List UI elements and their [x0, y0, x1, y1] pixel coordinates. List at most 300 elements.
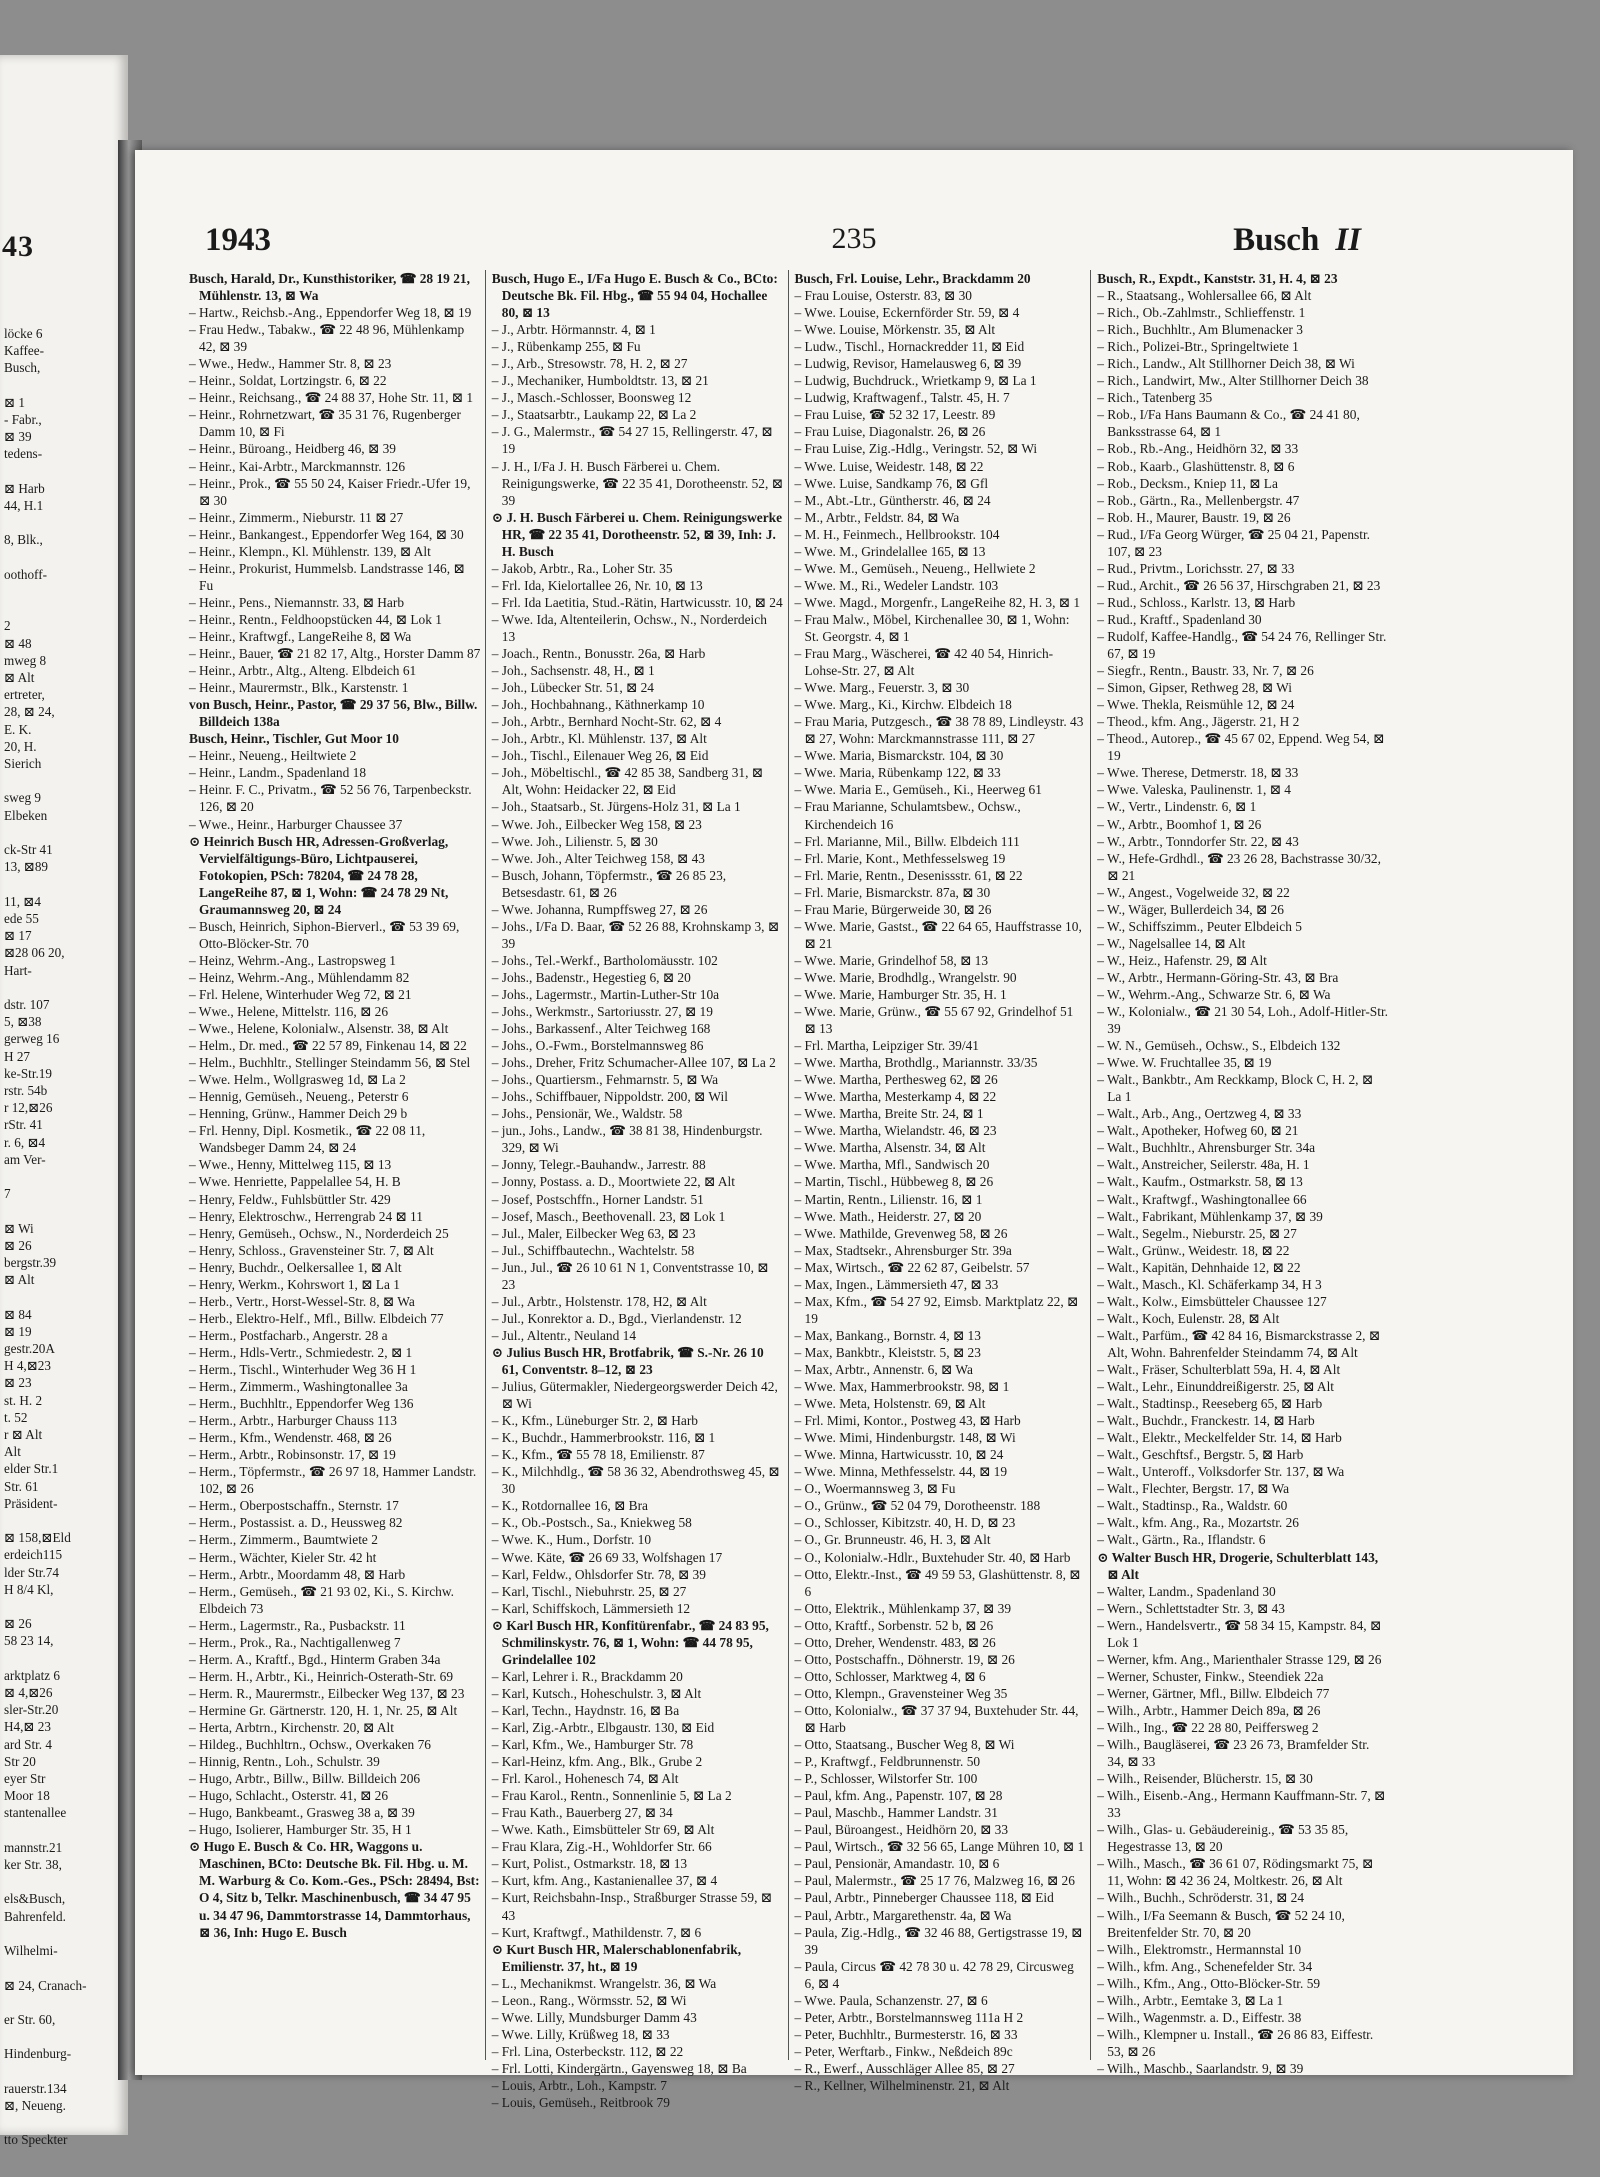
left-page-lines — [4, 325, 124, 2149]
directory-entry: – Herm., Postfacharb., Angerstr. 28 a — [189, 1327, 388, 1343]
directory-entry: – Max, Arbtr., Annenstr. 6, ⊠ Wa — [794, 1362, 973, 1377]
directory-entry: – Ludw., Tischl., Hornackredder 11, ⊠ Eid — [794, 339, 1025, 355]
left-page-line: r ⊠ Alt — [4, 1427, 43, 1442]
left-page-line: els&Busch, — [4, 1891, 66, 1907]
directory-entry: – Rich., Buchhltr., Am Blumenacker 3 — [1097, 322, 1303, 338]
directory-entry: – Peter, Buchhltr., Burmesterstr. 16, ⊠ 33 — [794, 2026, 1018, 2042]
left-page-line: ⊠ 19 — [4, 1323, 32, 1339]
directory-entry: – Wwe. Helm., Wollgrasweg 1d, ⊠ La 2 — [189, 1072, 406, 1088]
directory-entry: – Walter, Landm., Spadenland 30 — [1097, 1583, 1276, 1599]
directory-entry: ⊙ J. H. Busch Färberei u. Chem. Reinigungswerke HR, ☎ 22 35 41, Dorotheenstr. 52, ⊠ 39, Inh: J. H. Busch — [491, 509, 783, 559]
directory-entry: – Rudolf, Kaffee-Handlg., ☎ 54 24 76, Rellinger Str. 67, ⊠ 19 — [1097, 628, 1387, 662]
directory-page — [135, 150, 1573, 2111]
directory-entry: – W., Nagelsallee 14, ⊠ Alt — [1097, 935, 1246, 951]
directory-entry: – Wwe. Therese, Detmerstr. 18, ⊠ 33 — [1097, 765, 1299, 781]
left-page-line: ⊠ 26 — [4, 1237, 32, 1253]
left-page-line: ⊠ 24, Cranach- — [4, 1977, 87, 1993]
directory-entry: – Herm., Zimmerm., Washingtonallee 3a — [189, 1379, 408, 1395]
directory-entry: – P., Kraftwgf., Feldbrunnenstr. 50 — [794, 1754, 981, 1770]
directory-entry: – Wwe. Maria, Bismarckstr. 104, ⊠ 30 — [794, 748, 1004, 764]
directory-entry: – Frau Kath., Bauerberg 27, ⊠ 34 — [491, 1805, 673, 1821]
directory-entry: ⊙ Hugo E. Busch & Co. HR, Waggons u. Maschinen, BCto: Deutsche Bk. Fil. Hbg. u. M. M. Warburg & Co. Kom.-Ges., PSch: 28494, Bst: O 4, Sitz b, Telkr. Maschinenbusch, ☎ 34 47 95 u. 34 47 96, Dammtorstrasse 14, Dammtorhaus, ⊠ 36, Inh: Hugo E. Busch — [189, 1839, 480, 1940]
directory-entry: – Martin, Tischl., Hübbeweg 8, ⊠ 26 — [794, 1174, 994, 1190]
left-page-line — [4, 1925, 124, 1942]
directory-entry: – Wwe. Marie, Hamburger Str. 35, H. 1 — [794, 986, 1007, 1002]
directory-entry: – O., Gr. Brunneustr. 46, H. 3, ⊠ Alt — [794, 1532, 991, 1548]
directory-entry: – Otto, Kolonialw., ☎ 37 37 94, Buxtehuder Str. 44, ⊠ Harb — [794, 1702, 1079, 1735]
directory-entry: – Frau Marie, Bürgerweide 30, ⊠ 26 — [794, 901, 992, 917]
directory-entry: – M., Arbtr., Feldstr. 84, ⊠ Wa — [794, 509, 960, 525]
directory-entry: – Wwe. Martha, Brothdlg., Mariannstr. 33/35 — [794, 1055, 1038, 1071]
directory-entry: – W., Wäger, Bullerdeich 34, ⊠ 26 — [1097, 901, 1284, 917]
directory-entry: – Wilh., Reisender, Blücherstr. 15, ⊠ 30 — [1097, 1771, 1313, 1787]
directory-entry: – Frau Malw., Möbel, Kirchenallee 30, ⊠ 1, Wohn: St. Georgstr. 4, ⊠ 1 — [794, 611, 1070, 644]
left-page-line: Hart- — [4, 962, 32, 978]
directory-entry: – Kurt, Kraftwgf., Mathildenstr. 7, ⊠ 6 — [491, 1924, 702, 1940]
directory-entry: – Wwe. Henriette, Pappelallee 54, H. B — [189, 1174, 401, 1190]
directory-entry: – Walt., Kaufm., Ostmarkstr. 58, ⊠ 13 — [1097, 1174, 1303, 1190]
directory-entry: – Max, Stadtsekr., Ahrensburger Str. 39a — [794, 1242, 1012, 1258]
directory-entry: – W., Vertr., Lindenstr. 6, ⊠ 1 — [1097, 799, 1257, 815]
left-page-line: Präsident- — [4, 1495, 58, 1511]
directory-entry: – Wwe. Paula, Schanzenstr. 27, ⊠ 6 — [794, 1992, 988, 2008]
directory-entry: – Walt., Stadtinsp., Ra., Waldstr. 60 — [1097, 1498, 1288, 1514]
directory-entry: – Frl. Marie, Rentn., Desenissstr. 61, ⊠ 22 — [794, 867, 1023, 883]
directory-entry: – Walt., Gärtn., Ra., Iflandstr. 6 — [1097, 1532, 1266, 1548]
header-surname-text: Busch — [1233, 222, 1320, 258]
directory-entry: – Walt., Kraftwgf., Washingtonallee 66 — [1097, 1191, 1307, 1207]
directory-entry: – Rob., Gärtn., Ra., Mellenbergstr. 47 — [1097, 492, 1300, 508]
directory-entry: – Walt., Fabrikant, Mühlenkamp 37, ⊠ 39 — [1097, 1208, 1323, 1224]
left-page-line: gestr.20A — [4, 1340, 55, 1356]
directory-entry: – W., Wehrm.-Ang., Schwarze Str. 6, ⊠ Wa — [1097, 986, 1331, 1002]
left-page-line — [4, 549, 124, 566]
directory-entry: – Karl, Kfm., We., Hamburger Str. 78 — [491, 1737, 694, 1753]
directory-entry: – Otto, Dreher, Wendenstr. 483, ⊠ 26 — [794, 1634, 996, 1650]
directory-entry: – Wilh., Elektromstr., Hermannstal 10 — [1097, 1941, 1302, 1957]
left-page-line: r. 6, ⊠4 — [4, 1134, 46, 1150]
left-page-line: ker Str. 38, — [4, 1857, 62, 1873]
left-page-line: am Ver- — [4, 1151, 46, 1167]
left-page-line: ⊠ 4,⊠26 — [4, 1685, 53, 1701]
directory-entry: – Hugo, Arbtr., Billw., Billw. Billdeich 206 — [189, 1771, 421, 1787]
directory-entry: – Wwe., Helene, Kolonialw., Alsenstr. 38, ⊠ Alt — [189, 1021, 449, 1037]
page-header — [135, 150, 1573, 270]
directory-entry: – Wwe. Marie, Brodhdlg., Wrangelstr. 90 — [794, 969, 1017, 985]
directory-entry: – Wwe. Valeska, Paulinenstr. 1, ⊠ 4 — [1097, 782, 1291, 798]
directory-entry: – Joh., Tischl., Eilenauer Weg 26, ⊠ Eid — [491, 748, 709, 764]
directory-entry: – Wwe. Marg., Feuerstr. 3, ⊠ 30 — [794, 680, 970, 696]
directory-entry: – Josef, Masch., Beethovenall. 23, ⊠ Lok 1 — [491, 1208, 726, 1224]
directory-entry: – Wwe., Hedw., Hammer Str. 8, ⊠ 23 — [189, 356, 392, 372]
directory-entry: – O., Woermannsweg 3, ⊠ Fu — [794, 1481, 956, 1497]
directory-entry: – Otto, Staatsang., Buscher Weg 8, ⊠ Wi — [794, 1737, 1015, 1753]
left-page-line: bergstr.39 — [4, 1254, 57, 1270]
directory-entry: – Wilh., Wagenmstr. a. D., Eiffestr. 38 — [1097, 2009, 1302, 2025]
directory-entry: – Heinr., Prok., ☎ 55 50 24, Kaiser Friedr.-Ufer 19, ⊠ 30 — [189, 475, 471, 508]
directory-entry: – Heinr., Zimmerm., Nieburstr. 11 ⊠ 27 — [189, 509, 404, 525]
left-page-line: Str. 61 — [4, 1478, 39, 1494]
directory-entry: – L., Mechanikmst. Wrangelstr. 36, ⊠ Wa — [491, 1975, 717, 1991]
directory-entry: – Max, Wirtsch., ☎ 22 62 87, Geibelstr. 57 — [794, 1259, 1030, 1275]
directory-entry: – W., Hefe-Grdhdl., ☎ 23 26 28, Bachstrasse 30/32, ⊠ 21 — [1097, 850, 1381, 883]
directory-entry: – Wwe. Meta, Holstenstr. 69, ⊠ Alt — [794, 1396, 986, 1412]
directory-entry: – Frau Luise, ☎ 52 32 17, Leestr. 89 — [794, 407, 996, 423]
left-page-line — [4, 876, 124, 893]
left-page-line: r 12,⊠26 — [4, 1100, 53, 1116]
left-page-line: elder Str.1 — [4, 1461, 59, 1477]
directory-entry: – Wwe. Minna, Methfesselstr. 44, ⊠ 19 — [794, 1464, 1008, 1480]
directory-entry: – Frl. Marianne, Mil., Billw. Elbdeich 111 — [794, 833, 1020, 849]
directory-entry: – Louis, Arbtr., Loh., Kampstr. 7 — [491, 2077, 667, 2093]
directory-entry: – Wwe. M., Gemüseh., Neueng., Hellwiete 2 — [794, 560, 1036, 576]
directory-entry: – Walt., Bankbtr., Am Reckkamp, Block C, H. 2, ⊠ La 1 — [1097, 1072, 1374, 1105]
left-page-line — [4, 600, 124, 617]
directory-entry: – J., Staatsarbtr., Laukamp 22, ⊠ La 2 — [491, 407, 697, 423]
directory-entry: – Wwe. K., Hum., Dorfstr. 10 — [491, 1532, 652, 1548]
left-page-line: ⊠ 158,⊠Eld — [4, 1530, 71, 1546]
directory-entry: – W., Heiz., Hafenstr. 29, ⊠ Alt — [1097, 952, 1267, 968]
directory-entry: – Wilh., Baugläserei, ☎ 23 26 73, Bramfelder Str. 34, ⊠ 33 — [1097, 1737, 1370, 1770]
directory-entry: – Ludwig, Revisor, Hamelausweg 6, ⊠ 39 — [794, 356, 1022, 372]
directory-entry: – Jul., Schiffbautechn., Wachtelstr. 58 — [491, 1242, 695, 1258]
directory-entry: – Henry, Feldw., Fuhlsbüttler Str. 429 — [189, 1191, 391, 1207]
directory-entry: – Heinr., Arbtr., Altg., Alteng. Elbdeich 61 — [189, 663, 417, 679]
directory-entry: Busch, Heinr., Tischler, Gut Moor 10 — [189, 731, 399, 747]
left-page-line: rauerstr.134 — [4, 2080, 67, 2096]
directory-entry: – jun., Johs., Landw., ☎ 38 81 38, Hindenburgstr. 329, ⊠ Wi — [491, 1123, 763, 1156]
directory-entry: – Werner, Gärtner, Mfl., Billw. Elbdeich 77 — [1097, 1685, 1330, 1701]
header-surname — [1233, 222, 1361, 259]
directory-entry: – J. H., I/Fa J. H. Busch Färberei u. Chem. Reinigungswerke, ☎ 22 35 41, Dorotheenstr. 52, ⊠ 39 — [491, 458, 783, 508]
directory-entry: – Wwe. Maria E., Gemüseh., Ki., Heerweg 61 — [794, 782, 1042, 798]
left-page-line: Sierich — [4, 756, 42, 772]
directory-entry: – W., Arbtr., Hermann-Göring-Str. 43, ⊠ Bra — [1097, 969, 1339, 985]
directory-entry: – Walt., Unteroff., Volksdorfer Str. 137, ⊠ Wa — [1097, 1464, 1345, 1480]
directory-entry: – Frl. Ida, Kielortallee 26, Nr. 10, ⊠ 13 — [491, 577, 703, 593]
directory-entry: – Theod., Autorep., ☎ 45 67 02, Eppend. Weg 54, ⊠ 19 — [1097, 731, 1385, 764]
directory-entry: – Heinr., Kraftwgf., LangeReihe 8, ⊠ Wa — [189, 628, 412, 644]
directory-entry: – Heinz, Wehrm.-Ang., Mühlendamm 82 — [189, 969, 410, 985]
directory-entry: Busch, Frl. Louise, Lehr., Brackdamm 20 — [794, 271, 1031, 286]
left-page-line: Hindenburg- — [4, 2046, 72, 2062]
left-page-line — [4, 1994, 124, 2011]
directory-entry: – M., Abt.-Ltr., Güntherstr. 46, ⊠ 24 — [794, 492, 991, 508]
directory-entry: – Herm., Töpfermstr., ☎ 26 97 18, Hammer Landstr. 102, ⊠ 26 — [189, 1464, 477, 1497]
directory-entry: – Wwe. Marie, Gastst., ☎ 22 64 65, Hauffstrasse 10, ⊠ 21 — [794, 918, 1082, 951]
directory-entry: – Paul, Arbtr., Pinneberger Chaussee 118, ⊠ Eid — [794, 1890, 1054, 1906]
directory-entry: – Rud., Kraftf., Spadenland 30 — [1097, 611, 1262, 627]
directory-columns — [183, 270, 1393, 2111]
directory-entry: – Frau Maria, Putzgesch., ☎ 38 78 89, Lindleystr. 43 ⊠ 27, Wohn: Marckmannstrasse 111, ⊠ 27 — [794, 714, 1084, 747]
directory-entry: – Wwe. Lilly, Krüßweg 18, ⊠ 33 — [491, 2026, 670, 2042]
left-page-line — [4, 1168, 124, 1185]
left-page-line: ⊠ 17 — [4, 928, 32, 944]
left-page-line — [4, 1598, 124, 1615]
directory-entry: – Heinr., Reichsang., ☎ 24 88 37, Hohe Str. 11, ⊠ 1 — [189, 390, 474, 406]
directory-entry: – Paula, Circus ☎ 42 78 30 u. 42 78 29, Circusweg 6, ⊠ 4 — [794, 1958, 1074, 1991]
directory-entry: – Paul, Büroangest., Heidhörn 20, ⊠ 33 — [794, 1822, 1009, 1838]
directory-entry: – Wilh., kfm. Ang., Schenefelder Str. 34 — [1097, 1958, 1313, 1974]
directory-entry: – Wwe. Käte, ☎ 26 69 33, Wolfshagen 17 — [491, 1549, 723, 1565]
left-page-line: st. H. 2 — [4, 1392, 43, 1408]
directory-entry: – P., Schlosser, Wilstorfer Str. 100 — [794, 1771, 978, 1787]
left-page-line: rStr. 41 — [4, 1117, 43, 1133]
directory-entry: – Joh., Sachsenstr. 48, H., ⊠ 1 — [491, 663, 655, 679]
directory-entry: – Johs., I/Fa D. Baar, ☎ 52 26 88, Krohnskamp 3, ⊠ 39 — [491, 918, 780, 951]
directory-entry: – Henry, Elektroschw., Herrengrab 24 ⊠ 11 — [189, 1208, 423, 1224]
left-page-line: ⊠ 84 — [4, 1306, 32, 1322]
directory-entry: – Julius, Gütermakler, Niedergeorgswerder Deich 42, ⊠ Wi — [491, 1379, 778, 1412]
left-page-year: 43 — [2, 230, 34, 263]
left-page-line: ⊠28 06 20, — [4, 945, 65, 961]
directory-entry: – Otto, Elektr.-Inst., ☎ 49 59 53, Glashüttenstr. 8, ⊠ 6 — [794, 1566, 1081, 1599]
directory-entry: – Louis, Gemüseh., Reitbrook 79 — [491, 2095, 670, 2111]
directory-entry: – Herm. A., Kraftf., Bgd., Hinterm Graben 34a — [189, 1651, 441, 1667]
directory-entry: ⊙ Julius Busch HR, Brotfabrik, ☎ S.-Nr. 26 10 61, Conventstr. 8–12, ⊠ 23 — [491, 1344, 764, 1377]
directory-entry: – Wilh., Arbtr., Eemtake 3, ⊠ La 1 — [1097, 1992, 1284, 2008]
directory-entry: – Wwe. Marg., Ki., Kirchw. Elbdeich 18 — [794, 697, 1012, 713]
directory-entry: – Paul, Arbtr., Margarethenstr. 4a, ⊠ Wa — [794, 1907, 1012, 1923]
left-page-line: sweg 9 — [4, 790, 41, 806]
left-page-line: ck-Str 41 — [4, 842, 53, 858]
left-page-line: H 8/4 Kl, — [4, 1581, 54, 1597]
directory-entry: – Herm., Zimmerm., Baumtwiete 2 — [189, 1532, 378, 1548]
directory-entry: – Joh., Arbtr., Bernhard Nocht-Str. 62, ⊠ 4 — [491, 714, 722, 730]
directory-entry: Busch, R., Expdt., Kanststr. 31, H. 4, ⊠ 23 — [1097, 271, 1338, 286]
left-page-line: 2 — [4, 618, 11, 634]
left-page-line — [4, 463, 124, 480]
left-page-line: Alt — [4, 1444, 21, 1460]
directory-column-2 — [485, 270, 788, 2111]
directory-entry: – Frl. Ida Laetitia, Stud.-Rätin, Hartwicusstr. 10, ⊠ 24 — [491, 594, 783, 610]
directory-entry: ⊙ Walter Busch HR, Drogerie, Schulterblatt 143, ⊠ Alt — [1097, 1549, 1379, 1582]
directory-entry: – Heinr., Kai-Arbtr., Marckmannstr. 126 — [189, 458, 406, 474]
left-page-line: t. 52 — [4, 1409, 28, 1425]
directory-entry: – Paul, kfm. Ang., Papenstr. 107, ⊠ 28 — [794, 1788, 1003, 1804]
left-page-line: 5, ⊠38 — [4, 1014, 42, 1030]
directory-entry: – Walt., Anstreicher, Seilerstr. 48a, H. 1 — [1097, 1157, 1310, 1173]
directory-entry: – Joh., Staatsarb., St. Jürgens-Holz 31, ⊠ La 1 — [491, 799, 741, 815]
directory-entry: – Frl. Marie, Kont., Methfesselsweg 19 — [794, 850, 1006, 866]
left-page-line: tedens- — [4, 446, 43, 462]
left-page-line: ⊠ Alt — [4, 670, 35, 686]
directory-entry: – Joh., Lübecker Str. 51, ⊠ 24 — [491, 680, 654, 696]
left-page-line — [4, 1288, 124, 1305]
directory-entry: – Herm., Prok., Ra., Nachtigallenweg 7 — [189, 1634, 401, 1650]
directory-entry: – Walt., Apotheker, Hofweg 60, ⊠ 21 — [1097, 1123, 1299, 1139]
directory-entry: – Paula, Zig.-Hdlg., ☎ 32 46 88, Gertigstrasse 19, ⊠ 39 — [794, 1924, 1083, 1957]
directory-entry: – Walt., Flechter, Bergstr. 17, ⊠ Wa — [1097, 1481, 1290, 1497]
left-page-line: - Fabr., — [4, 412, 42, 428]
left-page-line — [4, 1650, 124, 1667]
left-page-line: 7 — [4, 1186, 11, 1202]
directory-entry: – Wwe. Joh., Alter Teichweg 158, ⊠ 43 — [491, 850, 705, 866]
directory-entry: – Herm., Lagermstr., Ra., Pusbackstr. 11 — [189, 1617, 406, 1633]
directory-entry: – J., Arbtr. Hörmannstr. 4, ⊠ 1 — [491, 322, 656, 338]
directory-entry: – Peter, Arbtr., Borstelmannsweg 111a H 2 — [794, 2009, 1024, 2025]
directory-entry: – Herm., Tischl., Winterhuder Weg 36 H 1 — [189, 1362, 417, 1377]
header-year: 1943 — [205, 222, 271, 258]
directory-entry: – Jonny, Postass. a. D., Moortwiete 22, ⊠ Alt — [491, 1174, 735, 1190]
directory-entry: – Wwe. Kath., Eimsbütteler Str 69, ⊠ Alt — [491, 1822, 715, 1838]
left-page-line: Busch, — [4, 360, 41, 376]
left-page-line: ⊠, Neueng. — [4, 2097, 66, 2113]
directory-entry: – Wwe. Magd., Morgenfr., LangeReihe 82, H. 3, ⊠ 1 — [794, 594, 1081, 610]
directory-entry: – Karl, Tischl., Niebuhrstr. 25, ⊠ 27 — [491, 1583, 687, 1599]
left-page-line: eyer Str — [4, 1771, 46, 1787]
directory-entry: – O., Grünw., ☎ 52 04 79, Dorotheenstr. 188 — [794, 1498, 1041, 1514]
directory-entry: – Heinr., Prokurist, Hummelsb. Landstrasse 146, ⊠ Fu — [189, 560, 465, 593]
left-page-line: ⊠ 1 — [4, 394, 25, 410]
directory-entry: – Jun., Jul., ☎ 26 10 61 N 1, Conventstrasse 10, ⊠ 23 — [491, 1259, 769, 1292]
directory-entry: – Heinr., Neueng., Heiltwiete 2 — [189, 748, 357, 764]
directory-entry: – Otto, Elektrik., Mühlenkamp 37, ⊠ 39 — [794, 1600, 1012, 1616]
directory-entry: – Karl-Heinz, kfm. Ang., Blk., Grube 2 — [491, 1754, 703, 1770]
directory-entry: – Frl. Mimi, Kontor., Postweg 43, ⊠ Harb — [794, 1413, 1021, 1429]
directory-entry: – Wwe. Thekla, Reismühle 12, ⊠ 24 — [1097, 697, 1295, 713]
directory-entry: – Jakob, Arbtr., Ra., Loher Str. 35 — [491, 560, 673, 576]
directory-entry: – Rud., I/Fa Georg Würger, ☎ 25 04 21, Papenstr. 107, ⊠ 23 — [1097, 526, 1371, 559]
directory-entry: – Joh., Hochbahnang., Käthnerkamp 10 — [491, 697, 705, 713]
directory-entry: – Hartw., Reichsb.-Ang., Eppendorfer Weg 18, ⊠ 19 — [189, 305, 472, 321]
directory-entry: – Walt., Geschftsf., Bergstr. 5, ⊠ Harb — [1097, 1447, 1304, 1463]
left-page-line — [4, 1822, 124, 1839]
directory-entry: – Johs., Werkmstr., Sartoriusstr. 27, ⊠ 19 — [491, 1004, 713, 1020]
directory-entry: – Wilh., Maschb., Saarlandstr. 9, ⊠ 39 — [1097, 2060, 1304, 2076]
left-page-line — [4, 1959, 124, 1976]
directory-entry: – Frl. Lina, Osterbeckstr. 112, ⊠ 22 — [491, 2043, 684, 2059]
directory-entry: – O., Schlosser, Kibitzstr. 40, H. D, ⊠ 23 — [794, 1515, 1016, 1531]
directory-entry: – Herm., Gemüseh., ☎ 21 93 02, Ki., S. Kirchw. Elbdeich 73 — [189, 1583, 454, 1616]
directory-entry: – Karl, Zig.-Arbtr., Elbgaustr. 130, ⊠ Eid — [491, 1719, 715, 1735]
directory-entry: – K., Kfm., Lüneburger Str. 2, ⊠ Harb — [491, 1413, 698, 1429]
directory-entry: – W., Arbtr., Boomhof 1, ⊠ 26 — [1097, 816, 1262, 832]
left-page-line: ard Str. 4 — [4, 1736, 52, 1752]
directory-entry: – Wwe. W. Fruchtallee 35, ⊠ 19 — [1097, 1055, 1272, 1071]
directory-entry: – J., Masch.-Schlosser, Boonsweg 12 — [491, 390, 692, 406]
directory-entry: – Rich., Landw., Alt Stillhorner Deich 38, ⊠ Wi — [1097, 356, 1355, 372]
left-page-line: 44, H.1 — [4, 498, 44, 514]
left-page-line — [4, 1873, 124, 1890]
left-page-line: lder Str.74 — [4, 1564, 59, 1580]
directory-entry: – Wwe. Math., Heiderstr. 27, ⊠ 20 — [794, 1208, 982, 1224]
directory-entry: – Frl. Marie, Bismarckstr. 87a, ⊠ 30 — [794, 884, 991, 900]
directory-entry: – Wilh., Arbtr., Hammer Deich 89a, ⊠ 26 — [1097, 1702, 1321, 1718]
directory-entry: – W., Kolonialw., ☎ 21 30 54, Loh., Adolf-Hitler-Str. 39 — [1097, 1004, 1389, 1037]
left-page-line — [4, 2028, 124, 2045]
directory-entry: – Jul., Arbtr., Holstenstr. 178, H2, ⊠ Alt — [491, 1293, 707, 1309]
left-page-line — [4, 583, 124, 600]
directory-entry: – Martin, Rentn., Lilienstr. 16, ⊠ 1 — [794, 1191, 983, 1207]
directory-entry: – Herm., Postassist. a. D., Heussweg 82 — [189, 1515, 403, 1531]
left-page-line: 20, H. — [4, 738, 37, 754]
directory-column-3 — [788, 270, 1091, 2093]
directory-entry: – Wwe. M., Ri., Wedeler Landstr. 103 — [794, 577, 999, 593]
directory-entry: – Jul., Maler, Eilbecker Weg 63, ⊠ 23 — [491, 1225, 696, 1241]
directory-entry: – R., Staatsang., Wohlersallee 66, ⊠ Alt — [1097, 288, 1312, 304]
directory-entry: – O., Kolonialw.-Hdlr., Buxtehuder Str. 40, ⊠ Harb — [794, 1549, 1071, 1565]
directory-entry: – Hugo, Isolierer, Hamburger Str. 35, H 1 — [189, 1822, 412, 1838]
directory-entry: – Walt., Stadtinsp., Reeseberg 65, ⊠ Harb — [1097, 1396, 1323, 1412]
directory-entry: ⊙ Karl Busch HR, Konfitürenfabr., ☎ 24 83 95, Schmilinskystr. 76, ⊠ 1, Wohn: ☎ 44 78 95, Grindelallee 102 — [491, 1617, 769, 1667]
directory-entry: – Wwe. Joh., Lilienstr. 5, ⊠ 30 — [491, 833, 658, 849]
directory-entry: – Wwe. Johanna, Rumpffsweg 27, ⊠ 26 — [491, 901, 708, 917]
directory-entry: – Wwe. Martha, Wielandstr. 46, ⊠ 23 — [794, 1123, 997, 1139]
directory-entry: – Wilh., Glas- u. Gebäudereinig., ☎ 53 35 85, Hegestrasse 13, ⊠ 20 — [1097, 1822, 1349, 1855]
directory-entry: – K., Rotdornallee 16, ⊠ Bra — [491, 1498, 649, 1514]
left-page-line — [4, 377, 124, 394]
directory-entry: – Paul, Wirtsch., ☎ 32 56 65, Lange Mühren 10, ⊠ 1 — [794, 1839, 1085, 1855]
directory-entry: – Herb., Vertr., Horst-Wessel-Str. 8, ⊠ Wa — [189, 1293, 415, 1309]
directory-entry: – Rob., Decksm., Kniep 11, ⊠ La — [1097, 475, 1278, 491]
directory-entry: – Heinr., Bankangest., Eppendorfer Weg 164, ⊠ 30 — [189, 526, 464, 542]
directory-entry: – Johs., Lagermstr., Martin-Luther-Str 10a — [491, 986, 720, 1002]
directory-entry: – K., Milchhdlg., ☎ 58 36 32, Abendrothsweg 45, ⊠ 30 — [491, 1464, 780, 1497]
directory-column-1 — [183, 270, 485, 2060]
directory-entry: – Frl. Henny, Dipl. Kosmetik., ☎ 22 08 11, Wandsbeger Damm 24, ⊠ 24 — [189, 1123, 426, 1156]
directory-entry: – Frl. Helene, Winterhuder Weg 72, ⊠ 21 — [189, 986, 412, 1002]
directory-entry: – Johs., Tel.-Werkf., Bartholomäusstr. 102 — [491, 952, 718, 968]
directory-entry: – R., Ewerf., Ausschläger Allee 85, ⊠ 27 — [794, 2060, 1015, 2076]
directory-entry: – Max, Bankbtr., Kleiststr. 5, ⊠ 23 — [794, 1344, 981, 1360]
left-page-line: 11, ⊠4 — [4, 893, 41, 909]
directory-entry: – Frau Karol., Rentn., Sonnenlinie 5, ⊠ La 2 — [491, 1788, 732, 1804]
directory-entry: – Wwe. Luise, Weidestr. 148, ⊠ 22 — [794, 458, 984, 474]
directory-entry: – W., Angest., Vogelweide 32, ⊠ 22 — [1097, 884, 1290, 900]
directory-entry: – Wwe. Mathilde, Grevenweg 58, ⊠ 26 — [794, 1225, 1008, 1241]
left-page-line: stantenallee — [4, 1805, 67, 1821]
directory-entry: – Rich., Polizei-Btr., Springeltwiete 1 — [1097, 339, 1299, 355]
directory-entry: – Busch, Heinrich, Siphon-Bierverl., ☎ 53 39 69, Otto-Blöcker-Str. 70 — [189, 918, 460, 951]
directory-entry: – Wilh., Masch., ☎ 36 61 07, Rödingsmarkt 75, ⊠ 11, Wohn: ⊠ 42 36 24, Moltkestr. 26, ⊠ Alt — [1097, 1856, 1374, 1889]
directory-entry: von Busch, Heinr., Pastor, ☎ 29 37 56, Blw., Billw. Billdeich 138a — [189, 697, 478, 730]
directory-entry: – Heinr., Soldat, Lortzingstr. 6, ⊠ 22 — [189, 373, 387, 389]
left-page-line: erdeich115 — [4, 1547, 63, 1563]
directory-entry: – Herb., Elektro-Helf., Mfl., Billw. Elbdeich 77 — [189, 1310, 444, 1326]
directory-entry: – Frau Hedw., Tabakw., ☎ 22 48 96, Mühlenkamp 42, ⊠ 39 — [189, 322, 465, 355]
directory-entry: – Johs., Badenstr., Hegestieg 6, ⊠ 20 — [491, 969, 691, 985]
directory-entry: – Johs., Dreher, Fritz Schumacher-Allee 107, ⊠ La 2 — [491, 1055, 776, 1071]
directory-entry: – Wilh., I/Fa Seemann & Busch, ☎ 52 24 10, Breitenfelder Str. 70, ⊠ 20 — [1097, 1907, 1345, 1940]
left-page-line: H 27 — [4, 1048, 31, 1064]
directory-entry: – Max, Kfm., ☎ 54 27 92, Eimsb. Marktplatz 22, ⊠ 19 — [794, 1293, 1079, 1326]
directory-entry: – Walt., Buchdr., Franckestr. 14, ⊠ Harb — [1097, 1413, 1315, 1429]
left-page-line: ede 55 — [4, 910, 39, 926]
directory-entry: – Karl, Feldw., Ohlsdorfer Str. 78, ⊠ 39 — [491, 1566, 706, 1582]
directory-entry: – Frau Luise, Zig.-Hdlg., Veringstr. 52, ⊠ Wi — [794, 441, 1038, 457]
directory-entry: – Heinr., Rentn., Feldhoopstücken 44, ⊠ Lok 1 — [189, 611, 442, 627]
directory-entry: – Rob., Rb.-Ang., Heidhörn 32, ⊠ 33 — [1097, 441, 1299, 457]
directory-entry: – Wilh., Klempner u. Install., ☎ 26 86 83, Eiffestr. 53, ⊠ 26 — [1097, 2026, 1374, 2059]
directory-entry: – Heinr., Klempn., Kl. Mühlenstr. 139, ⊠ Alt — [189, 543, 431, 559]
directory-entry: – Walt., Masch., Kl. Schäferkamp 34, H 3 — [1097, 1276, 1322, 1292]
directory-entry: – Paul, Malermstr., ☎ 25 17 76, Malzweg 16, ⊠ 26 — [794, 1873, 1075, 1889]
directory-entry: – Rich., Landwirt, Mw., Alter Stillhorner Deich 38 — [1097, 373, 1369, 389]
left-page — [0, 55, 128, 2148]
directory-entry: – Ludwig, Kraftwagenf., Talstr. 45, H. 7 — [794, 390, 1010, 406]
directory-entry: – Busch, Johann, Töpfermstr., ☎ 26 85 23, Betsesdastr. 61, ⊠ 26 — [491, 867, 727, 900]
directory-entry: – Ludwig, Buchdruck., Wrietkamp 9, ⊠ La 1 — [794, 373, 1037, 389]
directory-entry: – Wwe. Marie, Grünw., ☎ 55 67 92, Grindelhof 51 ⊠ 13 — [794, 1004, 1074, 1037]
left-page-line: dstr. 107 — [4, 996, 50, 1012]
directory-entry: – Walt., Kapitän, Dehnhaide 12, ⊠ 22 — [1097, 1259, 1301, 1275]
directory-entry: ⊙ Heinrich Busch HR, Adressen-Großverlag, Vervielfältigungs-Büro, Lichtpauserei, Fotokopien, PSch: 78204, ☎ 24 78 28, LangeReihe 87, ⊠ 1, Wohn: ☎ 24 78 29 Nt, Graumannsweg 20, ⊠ 24 — [189, 833, 449, 917]
directory-entry: – Herm., Kfm., Wendenstr. 468, ⊠ 26 — [189, 1430, 392, 1446]
left-page-line: H 4,⊠23 — [4, 1358, 51, 1374]
directory-entry: – Heinr., Büroang., Heidberg 46, ⊠ 39 — [189, 441, 396, 457]
left-page-line: rstr. 54b — [4, 1082, 48, 1098]
